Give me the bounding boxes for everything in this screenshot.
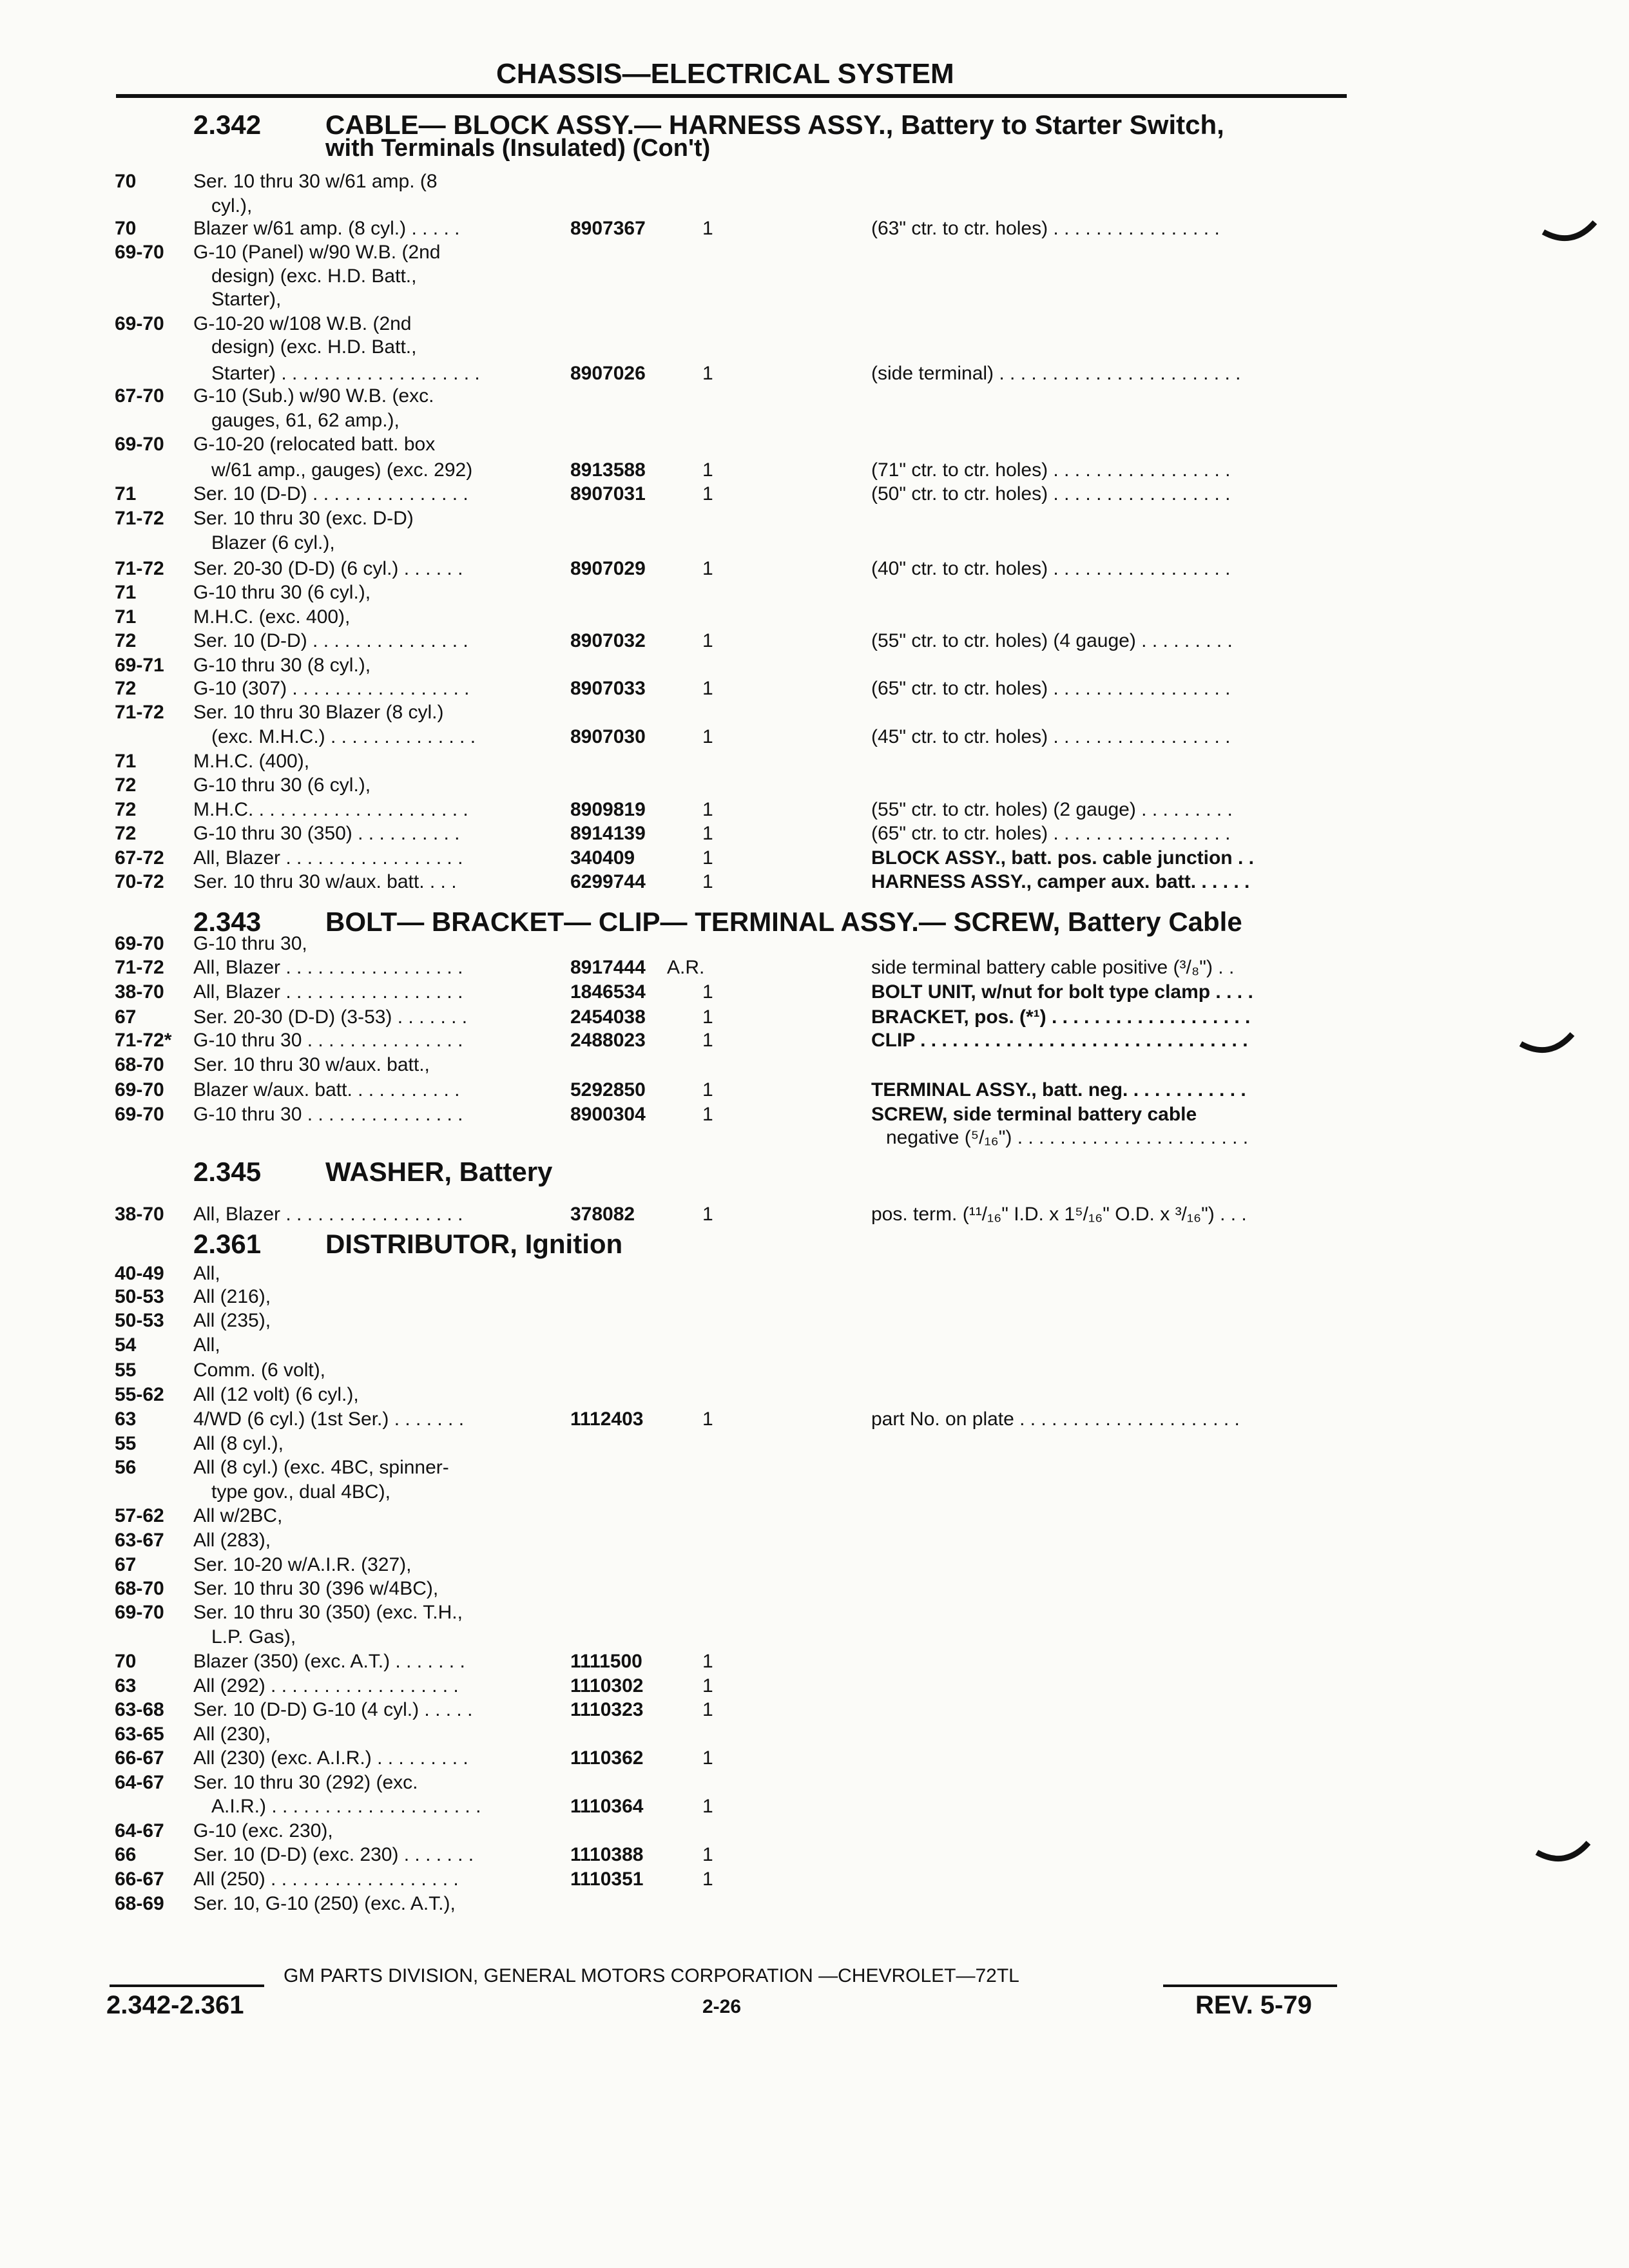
description-column: Ser. 10 (D-D) . . . . . . . . . . . . . . . bbox=[193, 630, 468, 651]
description-column: All, Blazer . . . . . . . . . . . . . . . . . bbox=[193, 1204, 463, 1225]
section-title: WASHER, Battery bbox=[325, 1157, 553, 1187]
year-column: 50-53 bbox=[115, 1286, 164, 1307]
year-column: 71-72 bbox=[115, 558, 164, 579]
quantity-column: 1 bbox=[702, 363, 713, 384]
part-number-column: 1111500 bbox=[570, 1651, 642, 1672]
remarks-column: HARNESS ASSY., camper aux. batt. . . . . . bbox=[871, 871, 1250, 892]
description-column: G-10 thru 30 . . . . . . . . . . . . . . . bbox=[193, 1030, 463, 1051]
table-row bbox=[0, 1651, 1629, 1675]
year-column: 67 bbox=[115, 1006, 137, 1028]
remarks-column: BRACKET, pos. (*¹) . . . . . . . . . . . . . . . . . . . bbox=[871, 1006, 1251, 1028]
table-row bbox=[0, 1408, 1629, 1433]
year-column: 55-62 bbox=[115, 1384, 164, 1405]
year-column: 71 bbox=[115, 483, 137, 505]
year-column: 66 bbox=[115, 1844, 137, 1865]
description-column: All (230) (exc. A.I.R.) . . . . . . . . . bbox=[193, 1747, 468, 1769]
table-row bbox=[0, 1554, 1629, 1579]
description-column: Ser. 20-30 (D-D) (6 cyl.) . . . . . . bbox=[193, 558, 463, 579]
description-column: Ser. 10 (D-D) G-10 (4 cyl.) . . . . . bbox=[193, 1699, 473, 1720]
year-column: 72 bbox=[115, 774, 137, 796]
table-row bbox=[0, 871, 1629, 896]
part-number-column: 1846534 bbox=[570, 981, 646, 1003]
quantity-column: 1 bbox=[702, 558, 713, 579]
table-row bbox=[0, 1820, 1629, 1845]
table-row bbox=[0, 171, 1629, 195]
description-column: Ser. 10 thru 30 (396 w/4BC), bbox=[193, 1578, 439, 1599]
year-column: 70-72 bbox=[115, 871, 164, 892]
table-row bbox=[0, 1263, 1629, 1287]
table-row bbox=[0, 434, 1629, 458]
table-row bbox=[0, 655, 1629, 679]
section-2-345 bbox=[193, 1157, 1418, 1187]
year-column: 67 bbox=[115, 1554, 137, 1575]
part-number-column: 8907030 bbox=[570, 726, 646, 747]
description-column: L.P. Gas), bbox=[211, 1626, 296, 1648]
description-column: G-10 (Panel) w/90 W.B. (2nd bbox=[193, 242, 441, 263]
quantity-column: 1 bbox=[702, 726, 713, 747]
year-column: 71 bbox=[115, 606, 137, 628]
table-row bbox=[0, 336, 1629, 361]
description-column: All (230), bbox=[193, 1724, 271, 1745]
description-column: Starter) . . . . . . . . . . . . . . . . . . . bbox=[211, 363, 480, 384]
description-column: G-10 thru 30, bbox=[193, 933, 307, 954]
part-number-column: 8917444 bbox=[570, 957, 646, 978]
year-column: 72 bbox=[115, 799, 137, 820]
table-row bbox=[0, 1796, 1629, 1820]
year-column: 64-67 bbox=[115, 1772, 164, 1793]
description-column: Ser. 10 thru 30 (exc. D-D) bbox=[193, 508, 414, 529]
description-column: G-10-20 w/108 W.B. (2nd bbox=[193, 313, 412, 334]
section-number: 2.342 bbox=[193, 110, 262, 140]
table-row bbox=[0, 1457, 1629, 1481]
remarks-column: (71" ctr. to ctr. holes) . . . . . . . . . . . . . . . . . bbox=[871, 459, 1231, 481]
remarks-column: BLOCK ASSY., batt. pos. cable junction . . bbox=[871, 847, 1254, 869]
table-row bbox=[0, 483, 1629, 508]
part-number-column: 8907033 bbox=[570, 678, 646, 699]
table-row bbox=[0, 702, 1629, 726]
remarks-column: (65" ctr. to ctr. holes) . . . . . . . . . . . . . . . . . bbox=[871, 678, 1231, 699]
footer-rule-left bbox=[110, 1984, 264, 1987]
remarks-column: (55" ctr. to ctr. holes) (4 gauge) . . . . . . . . . bbox=[871, 630, 1233, 651]
section-number: 2.345 bbox=[193, 1157, 262, 1187]
section-title: DISTRIBUTOR, Ignition bbox=[325, 1229, 623, 1259]
quantity-column: 1 bbox=[702, 483, 713, 505]
year-column: 70 bbox=[115, 1651, 137, 1672]
table-row bbox=[0, 1030, 1629, 1054]
table-row bbox=[0, 933, 1629, 957]
table-row bbox=[0, 823, 1629, 847]
description-column: Ser. 20-30 (D-D) (3-53) . . . . . . . bbox=[193, 1006, 468, 1028]
footer-page-number: 2-26 bbox=[702, 1996, 742, 2017]
year-column: 71-72* bbox=[115, 1030, 172, 1051]
year-column: 69-70 bbox=[115, 313, 164, 334]
year-column: 55 bbox=[115, 1433, 137, 1454]
table-row bbox=[0, 1054, 1629, 1079]
description-column: Blazer w/61 amp. (8 cyl.) . . . . . bbox=[193, 218, 460, 239]
description-column: All (8 cyl.), bbox=[193, 1433, 284, 1454]
description-column: All (250) . . . . . . . . . . . . . . . . . . bbox=[193, 1869, 459, 1890]
table-row bbox=[0, 1893, 1629, 1917]
year-column: 63-68 bbox=[115, 1699, 164, 1720]
table-row bbox=[0, 1505, 1629, 1530]
part-number-column: 1110362 bbox=[570, 1747, 644, 1769]
table-row bbox=[0, 1578, 1629, 1602]
year-column: 69-71 bbox=[115, 655, 164, 676]
description-column: All, Blazer . . . . . . . . . . . . . . . . . bbox=[193, 957, 463, 978]
remarks-column: (side terminal) . . . . . . . . . . . . . . . . . . . . . . . bbox=[871, 363, 1241, 384]
quantity-column: 1 bbox=[702, 630, 713, 651]
table-row bbox=[0, 265, 1629, 290]
description-column: Blazer (6 cyl.), bbox=[211, 532, 335, 553]
table-row bbox=[0, 459, 1629, 484]
part-number-column: 6299744 bbox=[570, 871, 646, 892]
part-number-column: 8907029 bbox=[570, 558, 646, 579]
remarks-column: SCREW, side terminal battery cable bbox=[871, 1104, 1197, 1125]
table-row bbox=[0, 410, 1629, 434]
description-column: All (216), bbox=[193, 1286, 271, 1307]
quantity-column: 1 bbox=[702, 1675, 713, 1696]
part-number-column: 8907026 bbox=[570, 363, 646, 384]
table-row bbox=[0, 195, 1629, 220]
section-number: 2.343 bbox=[193, 907, 262, 937]
table-row bbox=[0, 1384, 1629, 1408]
table-row bbox=[0, 1360, 1629, 1384]
year-column: 67-72 bbox=[115, 847, 164, 869]
part-number-column: 340409 bbox=[570, 847, 635, 869]
description-column: G-10 thru 30 (6 cyl.), bbox=[193, 582, 371, 603]
description-column: All (283), bbox=[193, 1530, 271, 1551]
footer-revision: REV. 5-79 bbox=[1195, 1991, 1312, 2019]
description-column: Ser. 10 thru 30 (350) (exc. T.H., bbox=[193, 1602, 463, 1623]
description-column: gauges, 61, 62 amp.), bbox=[211, 410, 400, 431]
description-column: (exc. M.H.C.) . . . . . . . . . . . . . . bbox=[211, 726, 476, 747]
quantity-column: 1 bbox=[702, 1204, 713, 1225]
remarks-column: (63" ctr. to ctr. holes) . . . . . . . . . . . . . . . . bbox=[871, 218, 1220, 239]
table-row bbox=[0, 606, 1629, 631]
part-number-column: 2454038 bbox=[570, 1006, 646, 1028]
description-column: All (235), bbox=[193, 1310, 271, 1331]
table-row bbox=[0, 1104, 1629, 1128]
year-column: 71 bbox=[115, 582, 137, 603]
part-number-column: 1110388 bbox=[570, 1844, 644, 1865]
section-2-361 bbox=[193, 1229, 1418, 1259]
part-number-column: 8907032 bbox=[570, 630, 646, 651]
table-row bbox=[0, 1699, 1629, 1724]
description-column: Ser. 10-20 w/A.I.R. (327), bbox=[193, 1554, 412, 1575]
year-column: 72 bbox=[115, 823, 137, 844]
year-column: 40-49 bbox=[115, 1263, 164, 1284]
section-2-342 bbox=[193, 110, 1418, 164]
footer-publisher: GM PARTS DIVISION, GENERAL MOTORS CORPORATION —CHEVROLET—72TL bbox=[284, 1965, 1019, 1986]
year-column: 71-72 bbox=[115, 508, 164, 529]
description-column: A.I.R.) . . . . . . . . . . . . . . . . . . . . bbox=[211, 1796, 481, 1817]
quantity-column: 1 bbox=[702, 871, 713, 892]
part-number-column: 5292850 bbox=[570, 1079, 646, 1100]
year-column: 69-70 bbox=[115, 1602, 164, 1623]
binding-mark-icon bbox=[1540, 219, 1598, 251]
year-column: 72 bbox=[115, 630, 137, 651]
description-column: All (8 cyl.) (exc. 4BC, spinner- bbox=[193, 1457, 449, 1478]
table-row bbox=[0, 508, 1629, 532]
table-row bbox=[0, 1724, 1629, 1748]
quantity-column: 1 bbox=[702, 1869, 713, 1890]
table-row bbox=[0, 774, 1629, 799]
table-row bbox=[0, 1204, 1629, 1228]
remarks-column: (45" ctr. to ctr. holes) . . . . . . . . . . . . . . . . . bbox=[871, 726, 1231, 747]
part-number-column: 1110364 bbox=[570, 1796, 644, 1817]
binding-mark-icon bbox=[1518, 1031, 1576, 1063]
table-row bbox=[0, 532, 1629, 557]
year-column: 56 bbox=[115, 1457, 137, 1478]
quantity-column: 1 bbox=[702, 678, 713, 699]
part-number-column: 8907031 bbox=[570, 483, 646, 505]
year-column: 71-72 bbox=[115, 702, 164, 723]
description-column: M.H.C. (400), bbox=[193, 751, 310, 772]
quantity-column: A.R. bbox=[667, 957, 705, 978]
quantity-column: 1 bbox=[702, 1651, 713, 1672]
remarks-column: TERMINAL ASSY., batt. neg. . . . . . . . . . . . bbox=[871, 1079, 1246, 1100]
year-column: 68-69 bbox=[115, 1893, 164, 1914]
header-rule bbox=[116, 94, 1347, 98]
part-number-column: 8907367 bbox=[570, 218, 646, 239]
description-column: Ser. 10 thru 30 Blazer (8 cyl.) bbox=[193, 702, 444, 723]
part-number-column: 378082 bbox=[570, 1204, 635, 1225]
table-row bbox=[0, 1310, 1629, 1334]
year-column: 69-70 bbox=[115, 1079, 164, 1100]
description-column: All, Blazer . . . . . . . . . . . . . . . . . bbox=[193, 981, 463, 1003]
year-column: 57-62 bbox=[115, 1505, 164, 1526]
year-column: 69-70 bbox=[115, 242, 164, 263]
table-row bbox=[0, 385, 1629, 410]
description-column: All (12 volt) (6 cyl.), bbox=[193, 1384, 359, 1405]
description-column: Ser. 10, G-10 (250) (exc. A.T.), bbox=[193, 1893, 456, 1914]
table-row bbox=[0, 1127, 1629, 1151]
remarks-column: side terminal battery cable positive (³/₈") . . bbox=[871, 957, 1235, 978]
table-row bbox=[0, 1530, 1629, 1554]
table-row bbox=[0, 1334, 1629, 1359]
quantity-column: 1 bbox=[702, 1796, 713, 1817]
remarks-column: (65" ctr. to ctr. holes) . . . . . . . . . . . . . . . . . bbox=[871, 823, 1231, 844]
part-number-column: 8900304 bbox=[570, 1104, 646, 1125]
quantity-column: 1 bbox=[702, 459, 713, 481]
quantity-column: 1 bbox=[702, 1408, 713, 1430]
year-column: 69-70 bbox=[115, 933, 164, 954]
description-column: cyl.), bbox=[211, 195, 253, 216]
table-row bbox=[0, 313, 1629, 338]
year-column: 68-70 bbox=[115, 1054, 164, 1075]
description-column: Ser. 10 thru 30 w/61 amp. (8 bbox=[193, 171, 438, 192]
description-column: G-10 thru 30 . . . . . . . . . . . . . . . bbox=[193, 1104, 463, 1125]
year-column: 72 bbox=[115, 678, 137, 699]
remarks-column: pos. term. (¹¹/₁₆" I.D. x 1⁵/₁₆" O.D. x ³/₁₆") . . . bbox=[871, 1204, 1247, 1225]
remarks-column: BOLT UNIT, w/nut for bolt type clamp . . . . bbox=[871, 981, 1253, 1003]
year-column: 63-65 bbox=[115, 1724, 164, 1745]
table-row bbox=[0, 847, 1629, 872]
remarks-column: (50" ctr. to ctr. holes) . . . . . . . . . . . . . . . . . bbox=[871, 483, 1231, 505]
remarks-column: negative (⁵/₁₆") . . . . . . . . . . . . . . . . . . . . . . bbox=[886, 1127, 1249, 1148]
table-row bbox=[0, 1869, 1629, 1893]
description-column: Ser. 10 thru 30 w/aux. batt., bbox=[193, 1054, 430, 1075]
description-column: All, bbox=[193, 1263, 220, 1284]
table-row bbox=[0, 1772, 1629, 1796]
part-number-column: 1110351 bbox=[570, 1869, 644, 1890]
part-number-column: 8914139 bbox=[570, 823, 646, 844]
description-column: All, Blazer . . . . . . . . . . . . . . . . . bbox=[193, 847, 463, 869]
description-column: Ser. 10 (D-D) (exc. 230) . . . . . . . bbox=[193, 1844, 474, 1865]
description-column: Blazer (350) (exc. A.T.) . . . . . . . bbox=[193, 1651, 465, 1672]
description-column: Ser. 10 (D-D) . . . . . . . . . . . . . . . bbox=[193, 483, 468, 505]
quantity-column: 1 bbox=[702, 847, 713, 869]
table-row bbox=[0, 218, 1629, 242]
section-title: CABLE— BLOCK ASSY.— HARNESS ASSY., Battery to Starter Switch, bbox=[325, 110, 1224, 140]
description-column: Starter), bbox=[211, 289, 282, 310]
table-row bbox=[0, 1844, 1629, 1869]
table-row bbox=[0, 1286, 1629, 1311]
year-column: 71-72 bbox=[115, 957, 164, 978]
description-column: M.H.C. . . . . . . . . . . . . . . . . . . . . bbox=[193, 799, 468, 820]
year-column: 63 bbox=[115, 1408, 137, 1430]
year-column: 64-67 bbox=[115, 1820, 164, 1841]
quantity-column: 1 bbox=[702, 1030, 713, 1051]
quantity-column: 1 bbox=[702, 1699, 713, 1720]
description-column: G-10 (Sub.) w/90 W.B. (exc. bbox=[193, 385, 434, 407]
year-column: 54 bbox=[115, 1334, 137, 1356]
description-column: w/61 amp., gauges) (exc. 292) bbox=[211, 459, 473, 481]
quantity-column: 1 bbox=[702, 1006, 713, 1028]
table-row bbox=[0, 751, 1629, 775]
table-row bbox=[0, 726, 1629, 751]
table-row bbox=[0, 289, 1629, 313]
remarks-column: part No. on plate . . . . . . . . . . . . . . . . . . . . . bbox=[871, 1408, 1240, 1430]
description-column: type gov., dual 4BC), bbox=[211, 1481, 390, 1503]
part-number-column: 1110323 bbox=[570, 1699, 644, 1720]
year-column: 67-70 bbox=[115, 385, 164, 407]
description-column: design) (exc. H.D. Batt., bbox=[211, 336, 417, 358]
footer-rule-right bbox=[1163, 1984, 1337, 1987]
table-row bbox=[0, 242, 1629, 266]
section-number: 2.361 bbox=[193, 1229, 262, 1259]
description-column: Ser. 10 thru 30 (292) (exc. bbox=[193, 1772, 418, 1793]
part-number-column: 8909819 bbox=[570, 799, 646, 820]
binding-mark-icon bbox=[1534, 1840, 1592, 1872]
year-column: 66-67 bbox=[115, 1747, 164, 1769]
description-column: G-10 thru 30 (350) . . . . . . . . . . bbox=[193, 823, 460, 844]
description-column: G-10 thru 30 (8 cyl.), bbox=[193, 655, 371, 676]
year-column: 50-53 bbox=[115, 1310, 164, 1331]
quantity-column: 1 bbox=[702, 823, 713, 844]
quantity-column: 1 bbox=[702, 1747, 713, 1769]
table-row bbox=[0, 1747, 1629, 1772]
table-row bbox=[0, 1433, 1629, 1457]
description-column: Blazer w/aux. batt. . . . . . . . . . . bbox=[193, 1079, 460, 1100]
table-row bbox=[0, 1675, 1629, 1700]
remarks-column: (55" ctr. to ctr. holes) (2 gauge) . . . . . . . . . bbox=[871, 799, 1233, 820]
quantity-column: 1 bbox=[702, 981, 713, 1003]
description-column: design) (exc. H.D. Batt., bbox=[211, 265, 417, 287]
table-row bbox=[0, 957, 1629, 981]
part-number-column: 8913588 bbox=[570, 459, 646, 481]
table-row bbox=[0, 630, 1629, 655]
remarks-column: (40" ctr. to ctr. holes) . . . . . . . . . . . . . . . . . bbox=[871, 558, 1231, 579]
description-column: G-10 (exc. 230), bbox=[193, 1820, 333, 1841]
table-row bbox=[0, 799, 1629, 823]
year-column: 70 bbox=[115, 171, 137, 192]
description-column: G-10 thru 30 (6 cyl.), bbox=[193, 774, 371, 796]
table-row bbox=[0, 1602, 1629, 1626]
description-column: All w/2BC, bbox=[193, 1505, 283, 1526]
table-row bbox=[0, 678, 1629, 702]
section-title: BOLT— BRACKET— CLIP— TERMINAL ASSY.— SCREW, Battery Cable bbox=[325, 907, 1242, 937]
part-number-column: 1110302 bbox=[570, 1675, 644, 1696]
table-row bbox=[0, 1626, 1629, 1651]
section-2-343 bbox=[193, 907, 1418, 937]
section-title-line2: with Terminals (Insulated) (Con't) bbox=[325, 135, 711, 162]
remarks-column: CLIP . . . . . . . . . . . . . . . . . . . . . . . . . . . . . . . bbox=[871, 1030, 1248, 1051]
year-column: 69-70 bbox=[115, 434, 164, 455]
year-column: 38-70 bbox=[115, 1204, 164, 1225]
description-column: Ser. 10 thru 30 w/aux. batt. . . . bbox=[193, 871, 457, 892]
description-column: M.H.C. (exc. 400), bbox=[193, 606, 351, 628]
page-header: CHASSIS—ELECTRICAL SYSTEM bbox=[496, 58, 954, 90]
quantity-column: 1 bbox=[702, 1844, 713, 1865]
year-column: 38-70 bbox=[115, 981, 164, 1003]
table-row bbox=[0, 582, 1629, 606]
year-column: 69-70 bbox=[115, 1104, 164, 1125]
description-column: All (292) . . . . . . . . . . . . . . . . . . bbox=[193, 1675, 459, 1696]
table-row bbox=[0, 363, 1629, 387]
description-column: G-10 (307) . . . . . . . . . . . . . . . . . bbox=[193, 678, 470, 699]
table-row bbox=[0, 981, 1629, 1006]
year-column: 68-70 bbox=[115, 1578, 164, 1599]
year-column: 55 bbox=[115, 1360, 137, 1381]
part-number-column: 1112403 bbox=[570, 1408, 644, 1430]
description-column: 4/WD (6 cyl.) (1st Ser.) . . . . . . . bbox=[193, 1408, 465, 1430]
quantity-column: 1 bbox=[702, 1079, 713, 1100]
quantity-column: 1 bbox=[702, 799, 713, 820]
year-column: 66-67 bbox=[115, 1869, 164, 1890]
table-row bbox=[0, 1481, 1629, 1506]
year-column: 63 bbox=[115, 1675, 137, 1696]
quantity-column: 1 bbox=[702, 1104, 713, 1125]
table-row bbox=[0, 558, 1629, 582]
description-column: G-10-20 (relocated batt. box bbox=[193, 434, 436, 455]
year-column: 63-67 bbox=[115, 1530, 164, 1551]
description-column: All, bbox=[193, 1334, 220, 1356]
quantity-column: 1 bbox=[702, 218, 713, 239]
table-row bbox=[0, 1079, 1629, 1104]
description-column: Comm. (6 volt), bbox=[193, 1360, 326, 1381]
part-number-column: 2488023 bbox=[570, 1030, 646, 1051]
table-row bbox=[0, 1006, 1629, 1031]
year-column: 71 bbox=[115, 751, 137, 772]
footer-range: 2.342-2.361 bbox=[106, 1991, 244, 2019]
year-column: 70 bbox=[115, 218, 137, 239]
